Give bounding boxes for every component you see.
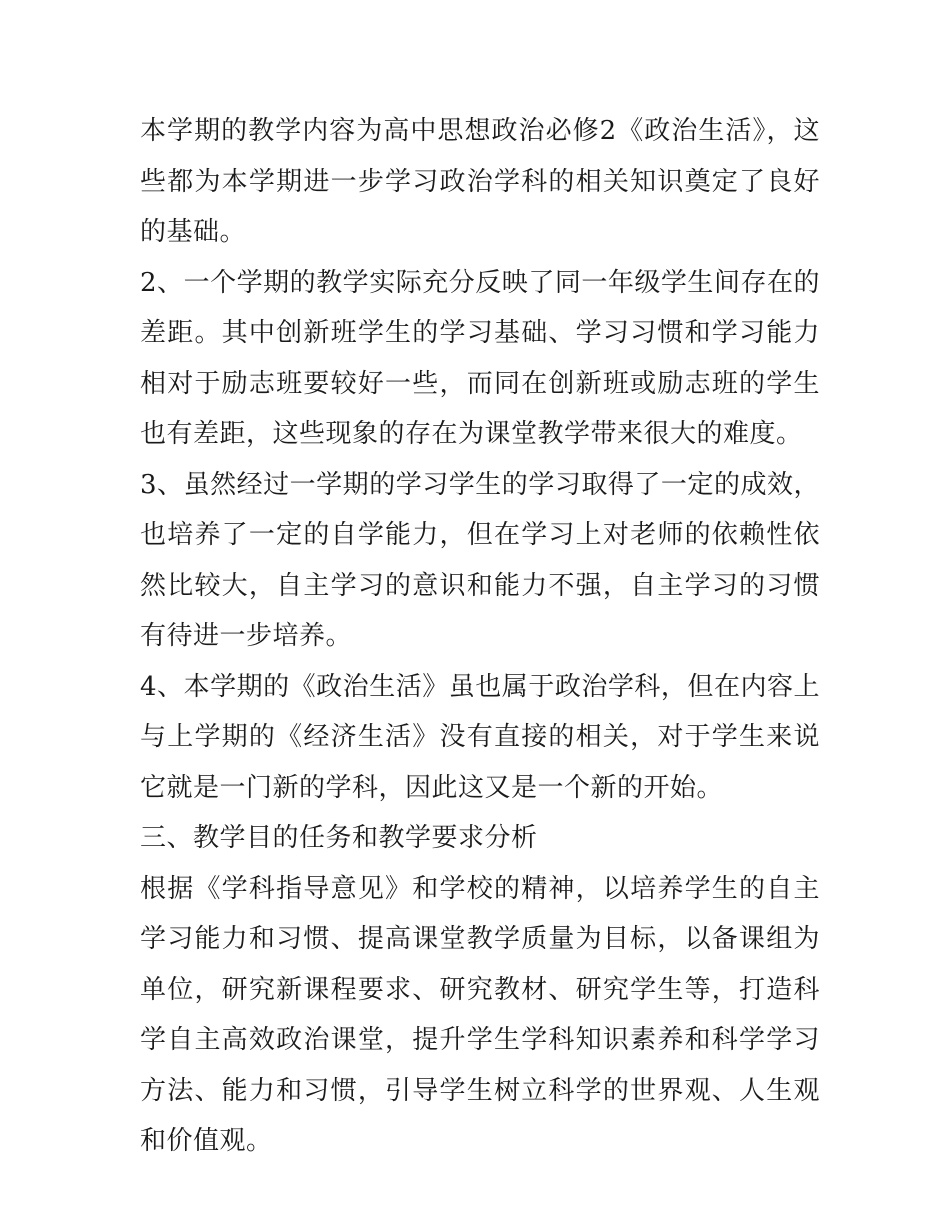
paragraph-point-2: 2、一个学期的教学实际充分反映了同一年级学生间存在的差距。其中创新班学生的学习基础、学习习惯和学习能力相对于励志班要较好一些，而同在创新班或励志班的学生也有差距，这些现象的存在为课堂教学带来很大的难度。: [140, 267, 820, 449]
paragraph-point-3: 3、虽然经过一学期的学习学生的学习取得了一定的成效，也培养了一定的自学能力，但在学习上对老师的依赖性依然比较大，自主学习的意识和能力不强，自主学习的习惯有待进一步培养。: [140, 469, 820, 651]
paragraph-point-4: 4、本学期的《政治生活》虽也属于政治学科，但在内容上与上学期的《经济生活》没有直接的相关，对于学生来说它就是一门新的学科，因此这又是一个新的开始。: [140, 671, 820, 803]
document-body: [140, 106, 820, 1167]
paragraph-intro: 本学期的教学内容为高中思想政治必修2《政治生活》，这些都为本学期进一步学习政治学科的相关知识奠定了良好的基础。: [140, 116, 820, 247]
section-heading-3: 三、教学目的任务和教学要求分析: [140, 823, 538, 853]
paragraph-section-3-body: 根据《学科指导意见》和学校的精神，以培养学生的自主学习能力和习惯、提高课堂教学质量为目标，以备课组为单位，研究新课程要求、研究教材、研究学生等，打造科学自主高效政治课堂，提升学生学科知识素养和科学学习方法、能力和习惯，引导学生树立科学的世界观、人生观和价值观。: [140, 873, 820, 1156]
